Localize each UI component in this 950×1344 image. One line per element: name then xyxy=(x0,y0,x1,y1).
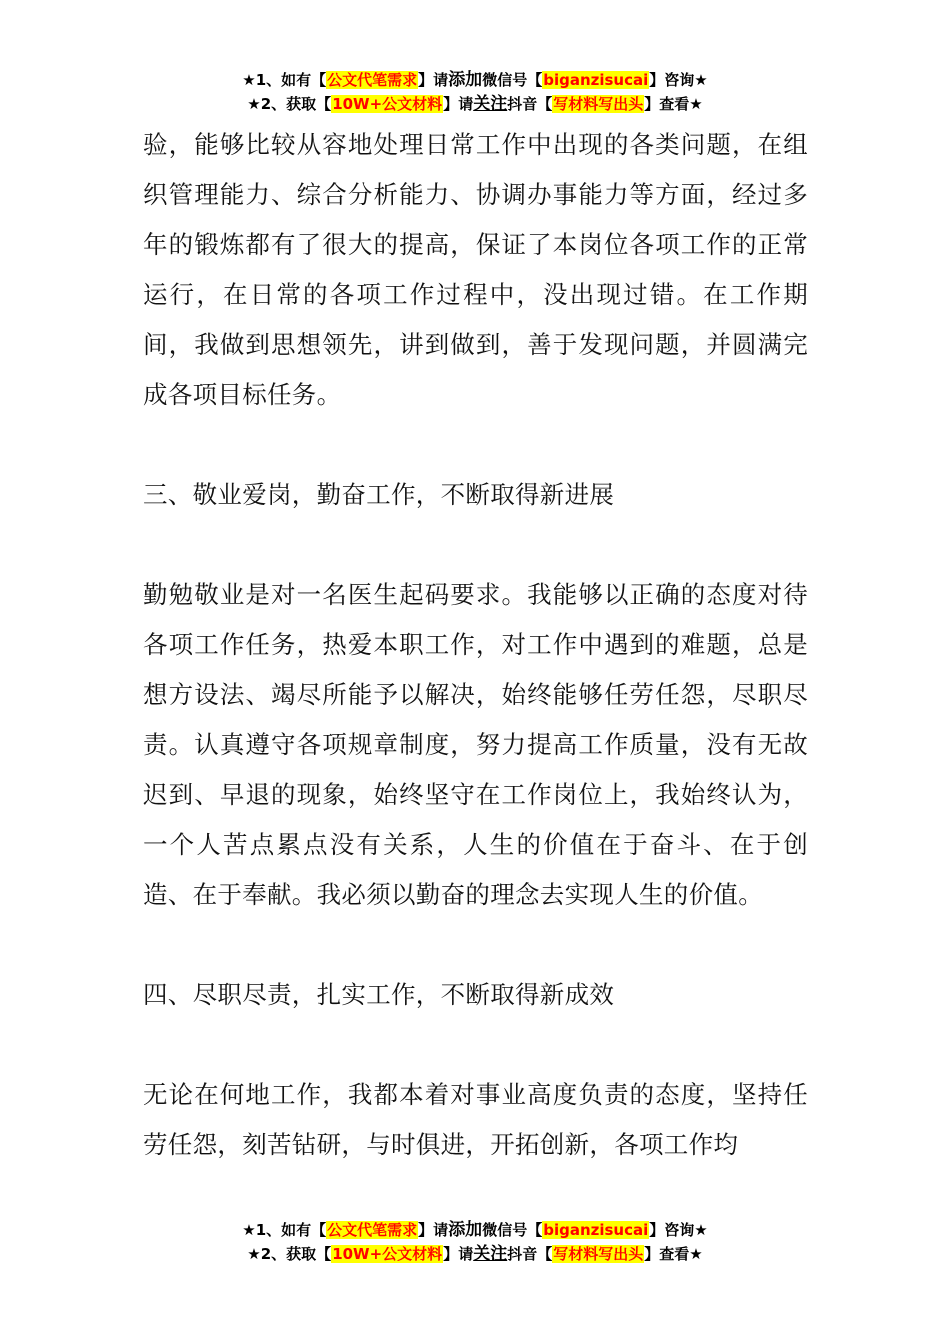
header-banner xyxy=(0,68,950,116)
header-line-2: ★2、获取【10W+公文材料】请关注抖音【写材料写出头】查看★ xyxy=(247,94,703,114)
header-highlight-materials: 10W+公文材料 xyxy=(332,95,443,113)
paragraph-1: 验，能够比较从容地处理日常工作中出现的各类问题，在组织管理能力、综合分析能力、协调办事能力等方面，经过多年的锻炼都有了很大的提高，保证了本岗位各项工作的正常运行，在日常的各项工作过程中，没出现过错。在工作期间，我做到思想领先，讲到做到，善于发现问题，并圆满完成各项目标任务。 xyxy=(143,130,808,409)
footer-banner xyxy=(0,1218,950,1266)
paragraph-gap xyxy=(143,920,808,970)
footer-highlight-wechat-id: biganzisucai xyxy=(543,1221,649,1239)
paragraph-gap xyxy=(143,520,808,570)
footer-line-1: ★1、如有【公文代笔需求】请添加微信号【biganzisucai】咨询★ xyxy=(242,1220,708,1240)
footer-line-2: ★2、获取【10W+公文材料】请关注抖音【写材料写出头】查看★ xyxy=(247,1244,703,1264)
document-body xyxy=(143,120,808,1170)
footer-highlight-service: 公文代笔需求 xyxy=(327,1221,418,1239)
paragraph-2: 勤勉敬业是对一名医生起码要求。我能够以正确的态度对待各项工作任务，热爱本职工作，对工作中遇到的难题，总是想方设法、竭尽所能予以解决，始终能够任劳任怨，尽职尽责。认真遵守各项规章制度，努力提高工作质量，没有无故迟到、早退的现象，始终坚守在工作岗位上，我始终认为，一个人苦点累点没有关系，人生的价值在于奋斗、在于创造、在于奉献。我必须以勤奋的理念去实现人生的价值。 xyxy=(143,580,808,909)
footer-highlight-materials: 10W+公文材料 xyxy=(332,1245,443,1263)
header-highlight-douyin: 写材料写出头 xyxy=(553,95,644,113)
paragraph-gap xyxy=(143,1020,808,1070)
header-line-1: ★1、如有【公文代笔需求】请添加微信号【biganzisucai】咨询★ xyxy=(242,70,708,90)
header-highlight-service: 公文代笔需求 xyxy=(327,71,418,89)
header-highlight-wechat-id: biganzisucai xyxy=(543,71,649,89)
footer-highlight-douyin: 写材料写出头 xyxy=(553,1245,644,1263)
paragraph-3: 无论在何地工作，我都本着对事业高度负责的态度，坚持任劳任怨，刻苦钻研，与时俱进，开拓创新，各项工作均 xyxy=(143,1080,808,1159)
section-heading-3: 三、敬业爱岗，勤奋工作，不断取得新进展 xyxy=(143,480,615,509)
section-heading-4: 四、尽职尽责，扎实工作，不断取得新成效 xyxy=(143,980,615,1009)
paragraph-gap xyxy=(143,420,808,470)
